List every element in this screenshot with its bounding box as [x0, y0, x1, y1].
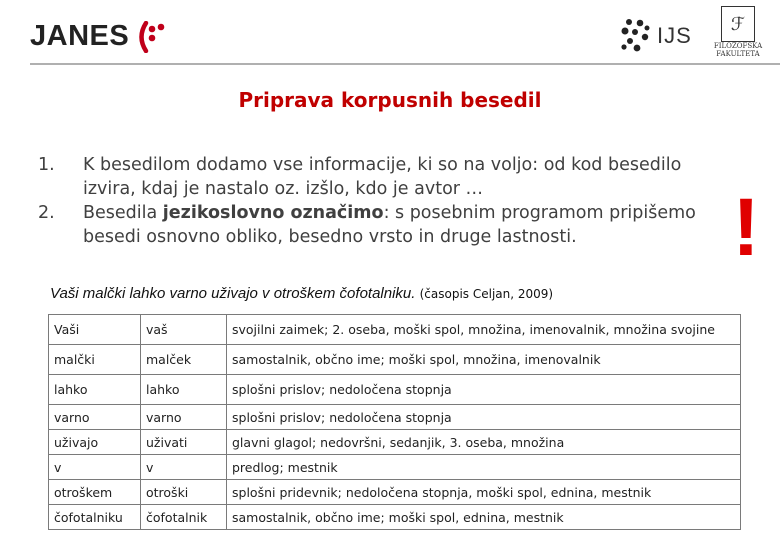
- tag-cell: splošni pridevnik; nedoločena stopnja, moški spol, ednina, mestnik: [227, 480, 741, 505]
- annotation-table: [48, 314, 741, 530]
- point-text: K besedilom dodamo vse informacije, ki so na voljo: od kod besedilo izvira, kdaj je nastalo oz. izšlo, kdo je avtor …: [83, 155, 682, 199]
- example-sentence-text: Vaši malčki lahko varno uživajo v otroškem čofotalniku.: [50, 285, 416, 302]
- lemma-cell: otroški: [141, 480, 227, 505]
- header-divider: [30, 63, 780, 65]
- table-row: [49, 505, 741, 530]
- word-cell: uživajo: [49, 430, 141, 455]
- exclamation-mark: !: [732, 182, 760, 273]
- point-text-bold: jezikoslovno označimo: [162, 203, 384, 223]
- point-text-pre: Besedila: [83, 203, 163, 223]
- lemma-cell: lahko: [141, 375, 227, 405]
- word-cell: lahko: [49, 375, 141, 405]
- point-item: [38, 201, 728, 249]
- tag-cell: predlog; mestnik: [227, 455, 741, 480]
- word-cell: čofotalniku: [49, 505, 141, 530]
- lemma-cell: čofotalnik: [141, 505, 227, 530]
- tag-cell: glavni glagol; nedovršni, sedanjik, 3. oseba, množina: [227, 430, 741, 455]
- ff-crest-icon: ℱ: [721, 6, 755, 42]
- ijs-logo: [621, 18, 692, 54]
- lemma-cell: uživati: [141, 430, 227, 455]
- word-cell: otroškem: [49, 480, 141, 505]
- ijs-logo-text: IJS: [657, 23, 692, 48]
- word-cell: varno: [49, 405, 141, 430]
- tag-cell: samostalnik, občno ime; moški spol, množina, imenovalnik: [227, 345, 741, 375]
- point-text-post: : s posebnim programom pripišemo besedi osnovno obliko, besedno vrsto in druge lastnosti.: [83, 203, 696, 247]
- example-sentence: [50, 285, 553, 302]
- lemma-cell: malček: [141, 345, 227, 375]
- slide-title: Priprava korpusnih besedil: [238, 88, 542, 112]
- ff-logo-line1: FILOZOFSKA: [713, 42, 763, 50]
- table-row: [49, 315, 741, 345]
- table-row: [49, 345, 741, 375]
- janes-logo-text: JANES: [30, 20, 130, 52]
- lemma-cell: vaš: [141, 315, 227, 345]
- table-row: [49, 480, 741, 505]
- janes-logo-mark-icon: [135, 21, 169, 53]
- numbered-points: [38, 153, 728, 249]
- tag-cell: splošni prislov; nedoločena stopnja: [227, 405, 741, 430]
- ijs-logo-dots-icon: [621, 18, 651, 54]
- tag-cell: svojilni zaimek; 2. oseba, moški spol, množina, imenovalnik, množina svojine: [227, 315, 741, 345]
- point-number: 1.: [38, 155, 55, 175]
- table-row: [49, 455, 741, 480]
- example-source: (časopis Celjan, 2009): [419, 287, 554, 301]
- table-row: [49, 430, 741, 455]
- tag-cell: samostalnik, občno ime; moški spol, ednina, mestnik: [227, 505, 741, 530]
- janes-logo: [30, 20, 169, 53]
- ff-logo-line2: FAKULTETA: [716, 50, 760, 58]
- point-number: 2.: [38, 203, 55, 223]
- ff-logo: [708, 6, 768, 58]
- table-row: [49, 375, 741, 405]
- word-cell: Vaši: [49, 315, 141, 345]
- tag-cell: splošni prislov; nedoločena stopnja: [227, 375, 741, 405]
- table-row: [49, 405, 741, 430]
- word-cell: malčki: [49, 345, 141, 375]
- lemma-cell: v: [141, 455, 227, 480]
- lemma-cell: varno: [141, 405, 227, 430]
- word-cell: v: [49, 455, 141, 480]
- point-item: [38, 153, 728, 201]
